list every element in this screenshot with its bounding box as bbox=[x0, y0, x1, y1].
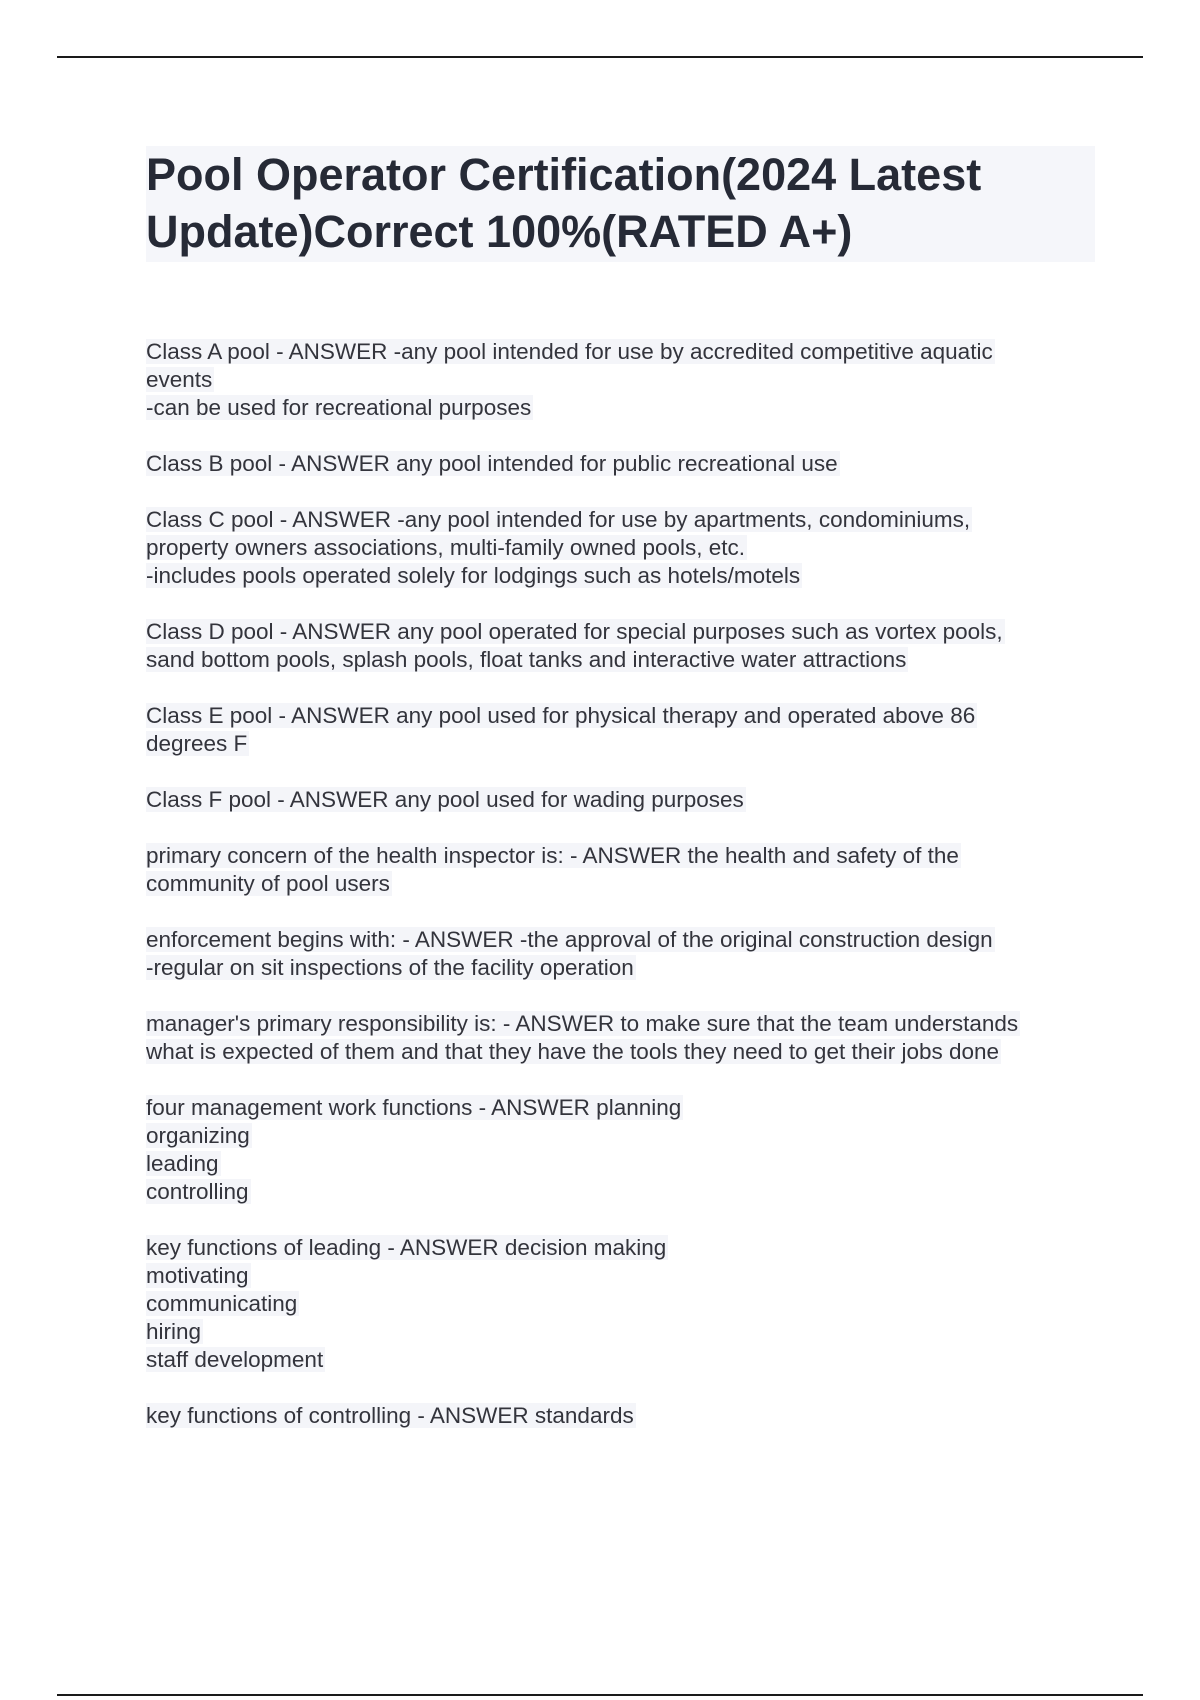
qa-item bbox=[146, 338, 1096, 422]
qa-question-line bbox=[146, 450, 1096, 478]
qa-item bbox=[146, 786, 1096, 814]
qa-question-line bbox=[146, 338, 1096, 366]
qa-item bbox=[146, 1234, 1096, 1374]
qa-question-line bbox=[146, 618, 1096, 646]
qa-answer-line bbox=[146, 954, 1096, 982]
qa-item bbox=[146, 506, 1096, 590]
qa-answer-line bbox=[146, 562, 1096, 590]
qa-text: Class A pool - ANSWER -any pool intended for use by accredited competitive aquatic bbox=[146, 339, 993, 364]
qa-question-line bbox=[146, 786, 1096, 814]
qa-text: key functions of controlling - ANSWER standards bbox=[146, 1403, 634, 1428]
qa-text: what is expected of them and that they have the tools they need to get their jobs done bbox=[146, 1039, 1000, 1064]
qa-text: key functions of leading - ANSWER decision making bbox=[146, 1235, 667, 1260]
qa-text: -includes pools operated solely for lodgings such as hotels/motels bbox=[146, 563, 801, 588]
qa-text: degrees F bbox=[146, 731, 248, 756]
qa-item bbox=[146, 1094, 1096, 1206]
qa-question-line bbox=[146, 1010, 1096, 1038]
qa-answer-line bbox=[146, 1346, 1096, 1374]
qa-text: -can be used for recreational purposes bbox=[146, 395, 532, 420]
qa-text: Class B pool - ANSWER any pool intended for public recreational use bbox=[146, 451, 838, 476]
qa-item bbox=[146, 450, 1096, 478]
bottom-divider bbox=[57, 1694, 1143, 1696]
qa-text: Class E pool - ANSWER any pool used for physical therapy and operated above 86 bbox=[146, 703, 976, 728]
qa-item bbox=[146, 1402, 1096, 1430]
qa-answer-line bbox=[146, 1038, 1096, 1066]
qa-answer-line bbox=[146, 534, 1096, 562]
qa-text: property owners associations, multi-family owned pools, etc. bbox=[146, 535, 746, 560]
qa-question-line bbox=[146, 1402, 1096, 1430]
qa-text: enforcement begins with: - ANSWER -the approval of the original construction design bbox=[146, 927, 993, 952]
qa-answer-line bbox=[146, 1122, 1096, 1150]
qa-text: hiring bbox=[146, 1319, 202, 1344]
qa-item bbox=[146, 926, 1096, 982]
qa-text: communicating bbox=[146, 1291, 298, 1316]
qa-text: organizing bbox=[146, 1123, 250, 1148]
qa-text: -regular on sit inspections of the facility operation bbox=[146, 955, 634, 980]
qa-answer-line bbox=[146, 1178, 1096, 1206]
qa-question-line bbox=[146, 1234, 1096, 1262]
qa-question-line bbox=[146, 1094, 1096, 1122]
qa-answer-line bbox=[146, 870, 1096, 898]
qa-answer-line bbox=[146, 1262, 1096, 1290]
qa-question-line bbox=[146, 926, 1096, 954]
qa-answer-line bbox=[146, 366, 1096, 394]
qa-question-line bbox=[146, 842, 1096, 870]
qa-list bbox=[146, 338, 1096, 1458]
qa-text: Class D pool - ANSWER any pool operated for special purposes such as vortex pools, bbox=[146, 619, 1003, 644]
qa-text: leading bbox=[146, 1151, 219, 1176]
qa-question-line bbox=[146, 506, 1096, 534]
qa-question-line bbox=[146, 702, 1096, 730]
qa-text: Class F pool - ANSWER any pool used for wading purposes bbox=[146, 787, 744, 812]
qa-item bbox=[146, 618, 1096, 674]
qa-text: events bbox=[146, 367, 213, 392]
title-line-1: Pool Operator Certification(2024 Latest bbox=[146, 149, 982, 200]
qa-item bbox=[146, 1010, 1096, 1066]
qa-text: sand bottom pools, splash pools, float tanks and interactive water attractions bbox=[146, 647, 907, 672]
qa-answer-line bbox=[146, 394, 1096, 422]
qa-item bbox=[146, 702, 1096, 758]
qa-text: community of pool users bbox=[146, 871, 390, 896]
document-title bbox=[146, 146, 1095, 262]
qa-answer-line bbox=[146, 1318, 1096, 1346]
qa-answer-line bbox=[146, 730, 1096, 758]
qa-text: controlling bbox=[146, 1179, 249, 1204]
top-divider bbox=[57, 56, 1143, 58]
qa-item bbox=[146, 842, 1096, 898]
qa-text: staff development bbox=[146, 1347, 324, 1372]
qa-answer-line bbox=[146, 646, 1096, 674]
title-line-2: Update)Correct 100%(RATED A+) bbox=[146, 206, 853, 257]
qa-text: Class C pool - ANSWER -any pool intended for use by apartments, condominiums, bbox=[146, 507, 971, 532]
qa-answer-line bbox=[146, 1150, 1096, 1178]
qa-text: manager's primary responsibility is: - ANSWER to make sure that the team understands bbox=[146, 1011, 1019, 1036]
qa-text: primary concern of the health inspector is: - ANSWER the health and safety of the bbox=[146, 843, 959, 868]
qa-text: motivating bbox=[146, 1263, 249, 1288]
qa-answer-line bbox=[146, 1290, 1096, 1318]
qa-text: four management work functions - ANSWER planning bbox=[146, 1095, 682, 1120]
